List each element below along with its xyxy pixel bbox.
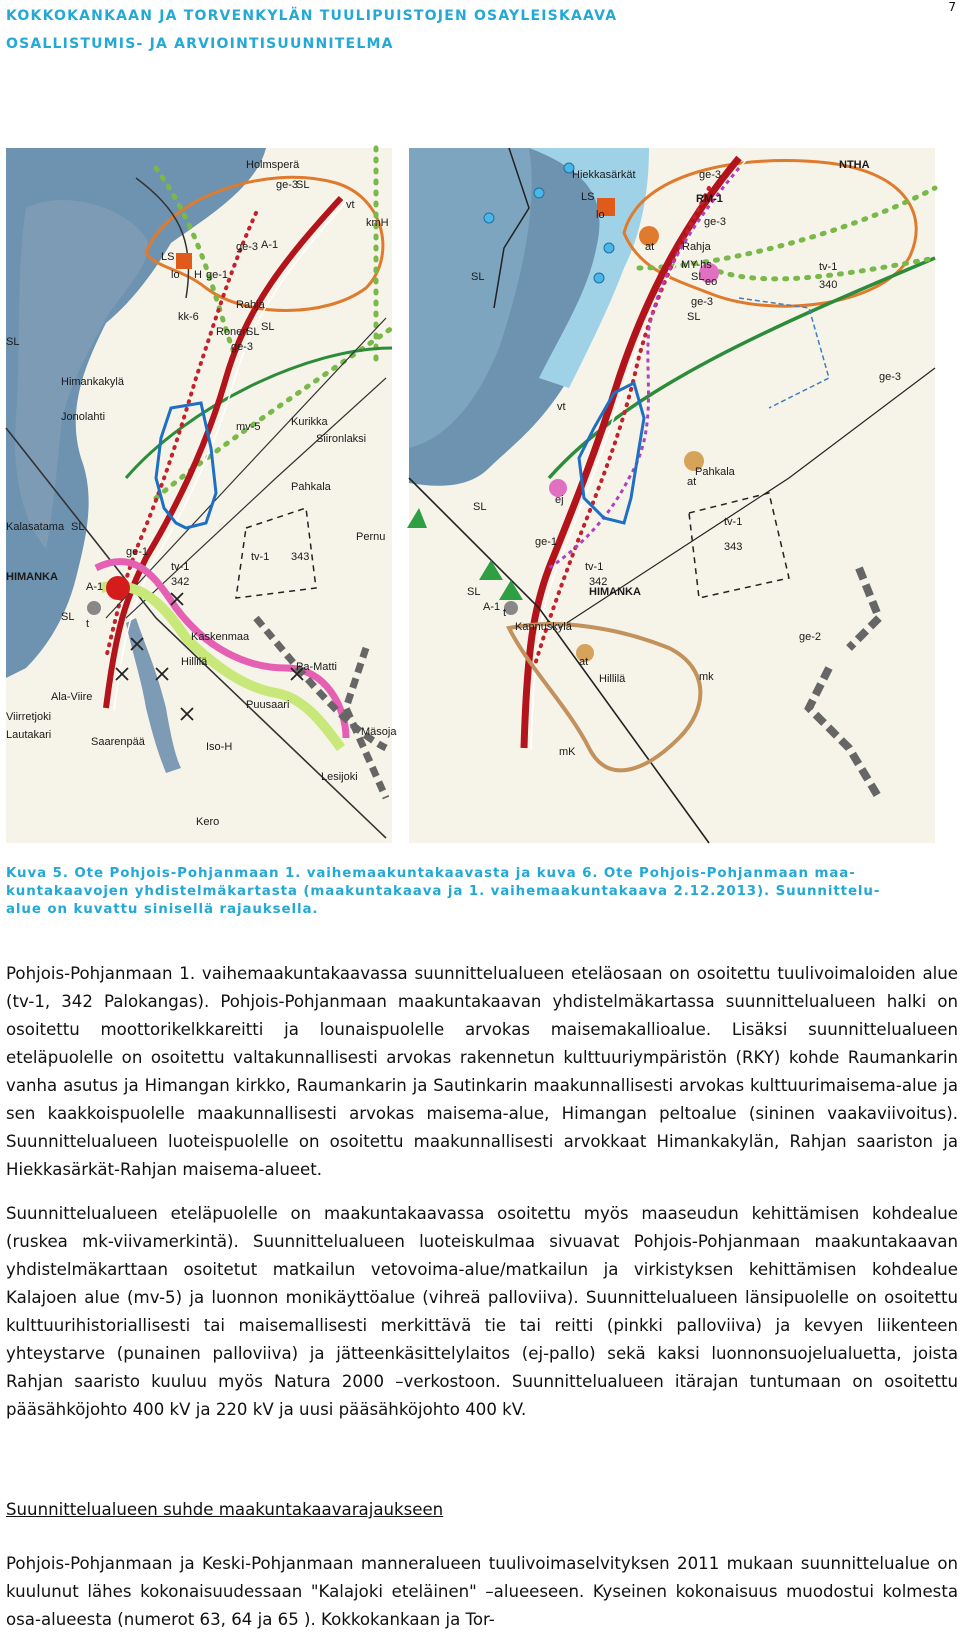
paragraph-tuulivoimaselvitys: Pohjois-Pohjanmaan ja Keski-Pohjanmaan manneralueen tuulivoimaselvityksen 2011 mukaan suunnittelualue on kuulunut lähes kokonaisuudessaan "Kalajoki eteläinen" –alueeseen. Kyseinen kokonaisuus muodostui kolmesta osa-alueesta (numerot 63, 64 ja 65 ). Kokkokankaan ja Tor- [6, 1554, 958, 1629]
map-left-svg [6, 148, 397, 843]
map-label: lo [171, 269, 180, 281]
map-label: Iso-H [206, 741, 233, 753]
map-label: SL [71, 521, 85, 533]
map-label: 343 [291, 551, 310, 563]
page-number: 7 [948, 0, 956, 14]
map-label: LS [581, 191, 595, 203]
map-label: t [86, 618, 90, 630]
map-label: Saarenpää [91, 736, 145, 748]
map-right-yhdistelmakartta [409, 148, 935, 843]
map-label: ge-3 [704, 216, 727, 228]
map-label: tv-1 [724, 516, 743, 528]
map-label: Viirretjoki [6, 711, 52, 723]
map-label: Rahja [236, 299, 265, 311]
map-label: Lesijoki [321, 771, 358, 783]
map-label: Lautakari [6, 729, 52, 741]
map-label: Hiekkasärkät [572, 169, 636, 181]
map-label: Himankakylä [61, 376, 124, 388]
map-label: Kannuskylä [515, 621, 572, 633]
map-label: Pernu [356, 531, 386, 543]
map-label: ej [555, 494, 564, 506]
map-label: SL [691, 271, 705, 283]
map-label: SL [6, 336, 20, 348]
map-label: Pahkala [695, 466, 735, 478]
map-label: Puusaari [246, 699, 290, 711]
map-label: Ronen [216, 326, 249, 338]
map-label: ge-3 [691, 296, 714, 308]
map-label: ge-3 [231, 341, 254, 353]
map-label: SL [687, 311, 701, 323]
map-label: t [503, 607, 507, 619]
map-label: A-1 [86, 581, 104, 593]
map-label: SL [246, 326, 260, 338]
figure-caption [6, 865, 958, 919]
map-right-svg [409, 148, 935, 843]
map-label: NTHA [839, 159, 870, 171]
map-label: SL [467, 586, 481, 598]
caption-line: alue on kuvattu sinisellä rajauksella. [6, 902, 319, 917]
map-label: Kaskenmaa [191, 631, 250, 643]
map-label: lo [596, 209, 605, 221]
map-label: HIMANKA [6, 571, 58, 583]
map-label: Hillilä [181, 656, 208, 668]
map-label: tv-1 [819, 261, 838, 273]
map-label: HIMANKA [589, 586, 641, 598]
map-label: tv-1 [251, 551, 270, 563]
paragraph-maakuntakaava: Pohjois-Pohjanmaan 1. vaihemaakuntakaavassa suunnittelualueen eteläosaan on osoitettu tuulivoimaloiden alue (tv-1, 342 Palokangas). Pohjois-Pohjanmaan maakuntakaavan yhdistelmäkartassa suunnittelualueen halki on osoitettu moottorikelkkareitti ja lounaispuolelle arvokas maisemakallioalue. Lisäksi suunnittelualueen eteläpuolelle on osoitettu valtakunnallisesti arvokas rakennetun kulttuuriympäristön (RKY) kohde Raumankarin vanha asutus ja Himangan kirkko, Raumankarin ja Sautinkarin maakunnallisesti arvokas kulttuurimaisema-alue ja sen kaakkoispuolelle maakunnallisesti arvokas maisema-alue, Himangan peltoalue (sininen vaakaviivoitus). Suunnittelualueen luoteispuolelle on osoitettu maakunnallisesti arvokkaat Himankakylän, Rahjan saariston ja Hiekkasärkät-Rahjan maisema-alueet. [6, 964, 958, 1179]
map-label: ge-3 [236, 241, 259, 253]
map-label: Mäsoja [361, 726, 397, 738]
map-label: SL [473, 501, 487, 513]
map-label: ge-3 [879, 371, 902, 383]
section-heading: Suunnittelualueen suhde maakuntakaavarajaukseen [6, 1500, 444, 1519]
map-label: kmH [366, 217, 389, 229]
map-label: MY-hs [681, 259, 712, 271]
map-label: ge-3 [699, 169, 722, 181]
map-label: 343 [724, 541, 743, 553]
map-label: LS [161, 251, 175, 263]
map-label: 340 [819, 279, 838, 291]
map-label: ge-1 [206, 269, 229, 281]
map-label: vt [346, 199, 355, 211]
map-label: 342 [171, 576, 190, 588]
paragraph-kohdealueet: Suunnittelualueen eteläpuolelle on maakuntakaavassa osoitettu myös maaseudun kehittämisen kohdealue (ruskea mk-viivamerkintä). Suunnittelualueen luoteiskulmaa sivuavat Pohjois-Pohjanmaan maakuntakaavan yhdistelmäkarttaan osoitetut matkailun vetovoima-alue/matkailun ja virkistyksen kehittämisen kohdealue Kalajoen alue (mv-5) ja luonnon monikäyttöalue (vihreä palloviiva). Suunnittelualueen länsipuolelle on osoitettu kulttuurihistoriallisesti tai maisemallisesti merkittävä tie tai reitti (pinkki palloviiva) ja kevyen liikenteen yhteystarve (punainen palloviiva) ja jätteenkäsittelylaitos (ej-pallo) sekä kaksi luonnonsuojelualuetta, joista Rahjan saaristo kuuluu myös Natura 2000 –verkostoon. Suunnittelualueen itärajan tuntumaan on osoitettu pääsähköjohto 400 kV ja 220 kV ja uusi pääsähköjohto 400 kV. [6, 1204, 958, 1419]
map-label: vt [557, 401, 566, 413]
map-label: H [194, 269, 202, 281]
caption-line: kuntakaavojen yhdistelmäkartasta (maakuntakaava ja 1. vaihemaakuntakaava 2.12.2013). Suunnittelu- [6, 884, 881, 899]
document-subtitle: OSALLISTUMIS- JA ARVIOINTISUUNNITELMA [6, 36, 394, 52]
map-label: mK [559, 746, 576, 758]
map-label: Ala-Viire [51, 691, 93, 703]
map-label: Holmsperä [246, 159, 300, 171]
map-label: at [579, 656, 589, 668]
map-label: ge-1 [535, 536, 558, 548]
map-label: ge-3 [276, 179, 299, 191]
map-label: eo [705, 276, 718, 288]
map-label: tv-1 [171, 561, 190, 573]
map-label: SL [61, 611, 75, 623]
map-label: Siironlaksi [316, 433, 367, 445]
map-label: kk-6 [178, 311, 199, 323]
map-label: Kurikka [291, 416, 328, 428]
map-label: mv-5 [236, 421, 261, 433]
map-label: Rahja [682, 241, 711, 253]
map-label: SL [471, 271, 485, 283]
map-label: A-1 [261, 239, 279, 251]
map-label: ge-2 [799, 631, 822, 643]
map-label: at [687, 476, 697, 488]
map-label: ge-1 [126, 546, 149, 558]
map-label: Hillilä [599, 673, 626, 685]
map-label: Pahkala [291, 481, 331, 493]
map-label: 342 [589, 576, 608, 588]
map-left-maakuntakaava [6, 148, 397, 843]
map-label: RM-1 [696, 193, 723, 205]
map-label: SL [261, 321, 275, 333]
map-label: Pa-Matti [296, 661, 337, 673]
map-label: Kero [196, 816, 220, 828]
document-title: KOKKOKANKAAN JA TORVENKYLÄN TUULIPUISTOJEN OSAYLEISKAAVA [6, 8, 618, 24]
map-label: tv-1 [585, 561, 604, 573]
map-label: Kalasatama [6, 521, 65, 533]
map-label: mk [699, 671, 714, 683]
map-label: SL [296, 179, 310, 191]
map-label: at [645, 241, 655, 253]
map-label: A-1 [483, 601, 501, 613]
map-label: Jonolahti [61, 411, 106, 423]
caption-line: Kuva 5. Ote Pohjois-Pohjanmaan 1. vaihemaakuntakaavasta ja kuva 6. Ote Pohjois-Pohjanmaan maa- [6, 866, 856, 881]
